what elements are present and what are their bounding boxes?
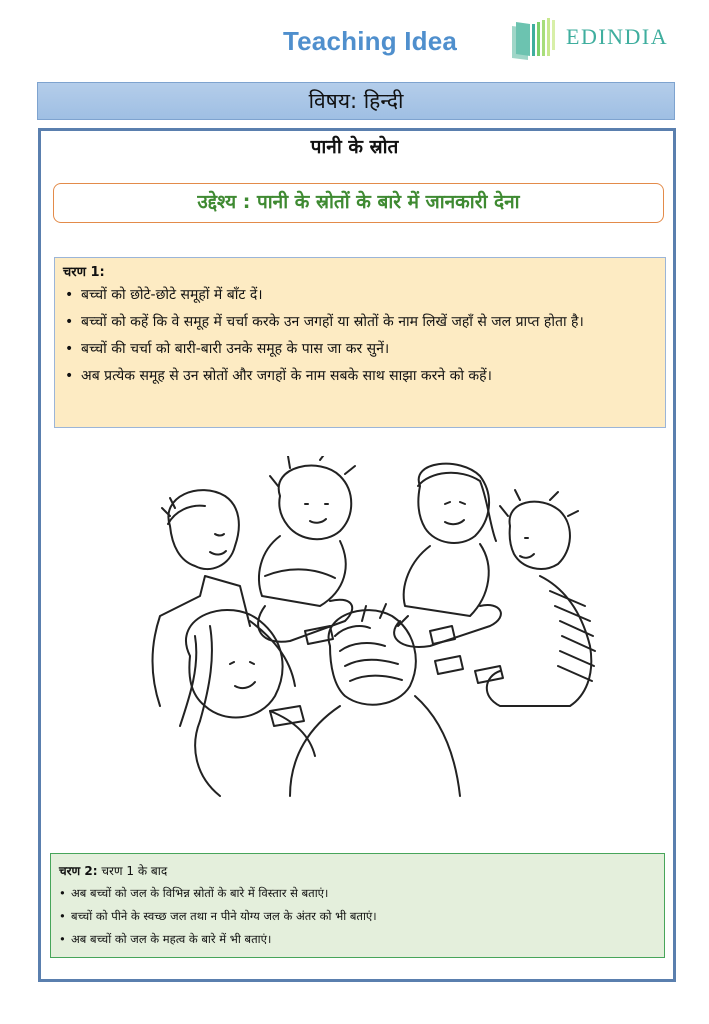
step2-item: • अब बच्चों को जल के विभिन्न स्रोतों के बारे में विस्तार से बताएं। — [59, 882, 656, 905]
subject-bar: विषय: हिन्दी — [37, 82, 675, 120]
step2-list — [59, 882, 656, 951]
logo-text: EDINDIA — [566, 24, 669, 49]
step2-item: • अब बच्चों को जल के महत्व के बारे में भी बताएं। — [59, 928, 656, 951]
objective-box: उद्देश्य : पानी के स्रोतों के बारे में जानकारी देना — [53, 183, 664, 223]
step1-item: • बच्चों की चर्चा को बारी-बारी उनके समूह के पास जा कर सुनें। — [63, 336, 657, 363]
edindia-logo — [508, 14, 688, 64]
step1-item: • बच्चों को छोटे-छोटे समूहों में बाँट दें। — [63, 282, 657, 309]
step2-subtitle: चरण 1 के बाद — [101, 864, 168, 878]
step1-list — [63, 282, 657, 390]
step1-box — [54, 257, 666, 428]
topic-title: पानी के स्रोत — [310, 136, 399, 158]
step2-title: चरण 2: — [59, 864, 98, 878]
children-group-illustration — [130, 456, 610, 831]
step1-title: चरण 1: — [63, 265, 105, 280]
step1-item: • अब प्रत्येक समूह से उन स्रोतों और जगहों के नाम सबके साथ साझा करने को कहें। — [63, 363, 657, 390]
step2-item: • बच्चों को पीने के स्वच्छ जल तथा न पीने योग्य जल के अंतर को भी बताएं। — [59, 905, 656, 928]
step2-box — [50, 853, 665, 958]
book-logo-icon — [508, 14, 568, 64]
step2-heading — [59, 862, 656, 879]
page-header-title: Teaching Idea — [283, 26, 458, 56]
step1-item: • बच्चों को कहें कि वे समूह में चर्चा करके उन जगहों या स्रोतों के नाम लिखें जहाँ से जल प्राप्त होता है। — [63, 309, 657, 336]
